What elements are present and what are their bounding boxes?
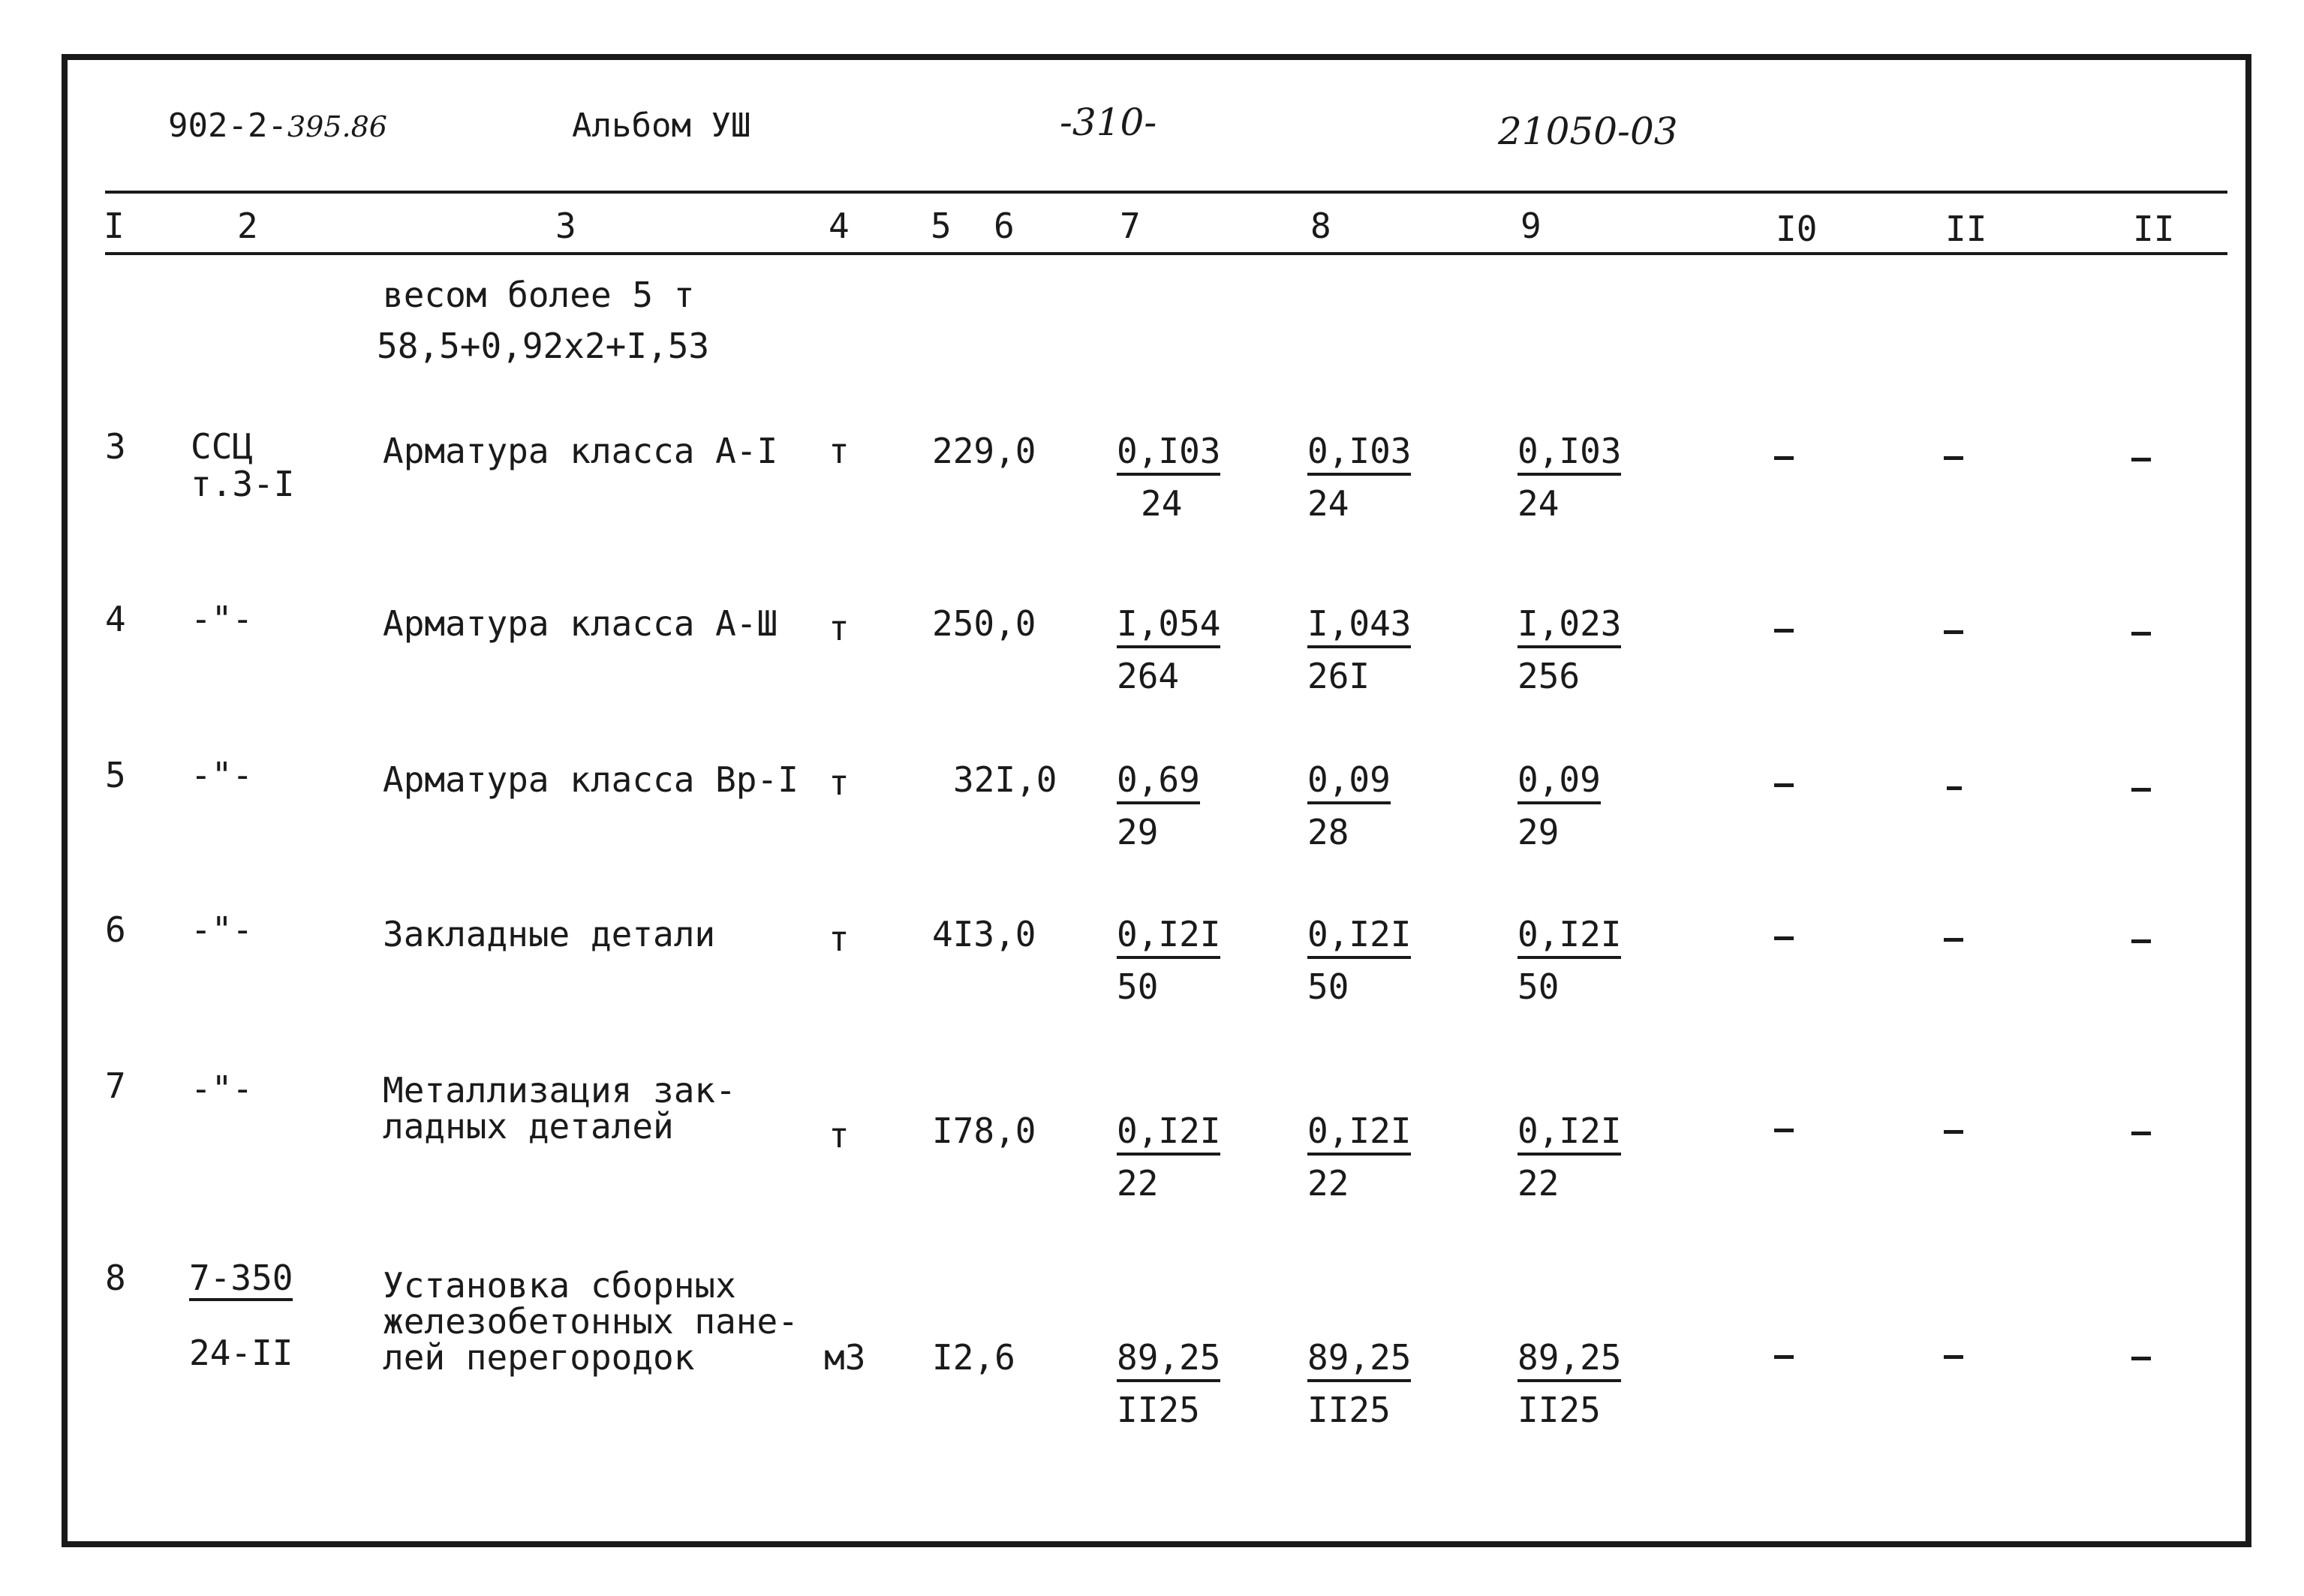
header-bottom-rule (105, 252, 2227, 255)
value-bottom: 256 (1517, 656, 1581, 696)
value-col7 (1117, 603, 1221, 696)
col-header-10: I0 (1776, 209, 1818, 249)
row-code-line1: 7-350 (189, 1261, 293, 1301)
col-header-8: 8 (1310, 206, 1331, 246)
value-col7 (1117, 759, 1200, 852)
col-header-11: II (1945, 209, 1987, 249)
value-top: 0,I2I (1307, 1114, 1411, 1156)
col-header-3: 3 (555, 206, 576, 246)
value-col9 (1517, 759, 1601, 852)
value-col8 (1307, 431, 1412, 524)
row-unit: т (829, 762, 850, 803)
row-price: 4I3,0 (932, 914, 1036, 954)
row-price: I78,0 (932, 1111, 1036, 1151)
sheet-code: 21050-03 (1498, 110, 1678, 153)
value-bottom: 264 (1117, 656, 1180, 696)
col-header-4: 4 (829, 206, 850, 246)
value-bottom: II25 (1117, 1390, 1200, 1430)
row-code-line2: 24-II (189, 1333, 293, 1373)
empty-col12 (2131, 632, 2151, 636)
value-bottom: 22 (1117, 1163, 1159, 1204)
value-bottom: II25 (1517, 1390, 1601, 1430)
value-col7 (1117, 431, 1221, 524)
value-top: I,043 (1307, 606, 1411, 648)
doc-code-handwritten: 395.86 (287, 110, 387, 143)
col-header-6: 6 (994, 206, 1015, 246)
row-name: Закладные детали (383, 914, 716, 954)
col-header-7: 7 (1120, 206, 1141, 246)
page-number: -310- (1060, 101, 1157, 144)
empty-col12 (2131, 788, 2151, 792)
doc-code (168, 107, 387, 145)
row-name-line1: Установка сборных (383, 1265, 736, 1306)
row-code-line1: -"- (191, 1069, 254, 1109)
row-number: 5 (105, 755, 126, 795)
empty-col10 (1774, 1355, 1794, 1359)
empty-col12 (2131, 1357, 2151, 1360)
value-bottom: 50 (1307, 966, 1349, 1007)
empty-col11 (1944, 456, 1963, 460)
value-bottom: 29 (1517, 812, 1560, 852)
empty-col10 (1774, 936, 1794, 940)
row-name: Арматура класса А-I (383, 431, 778, 471)
value-col8 (1307, 1111, 1412, 1204)
value-col7 (1117, 1111, 1221, 1204)
row-price: 250,0 (932, 603, 1036, 644)
value-col9 (1517, 1337, 1622, 1430)
value-top: 0,I2I (1117, 1114, 1220, 1156)
value-top: 0,I2I (1517, 917, 1621, 959)
value-bottom: 28 (1307, 812, 1349, 852)
empty-col10 (1774, 1129, 1794, 1132)
value-bottom: 29 (1117, 812, 1159, 852)
col-header-1: I (104, 206, 125, 246)
value-top: 0,09 (1307, 762, 1391, 804)
row-price: I2,6 (932, 1337, 1015, 1378)
value-col9 (1517, 603, 1622, 696)
row-name-line2: железобетонных пане- (383, 1301, 799, 1342)
col-header-9: 9 (1520, 206, 1542, 246)
value-bottom: 24 (1517, 483, 1560, 524)
value-bottom: 26I (1307, 656, 1370, 696)
value-top: 0,I03 (1117, 434, 1220, 476)
value-bottom: 50 (1117, 966, 1159, 1007)
row-name-line1: Металлизация зак- (383, 1070, 736, 1111)
value-bottom: 24 (1307, 483, 1349, 524)
doc-code-printed: 902-2- (168, 107, 287, 145)
value-bottom: II25 (1307, 1390, 1391, 1430)
row-code-line1: -"- (191, 755, 254, 795)
row-number: 8 (105, 1258, 126, 1298)
row-code-line2: т.3-I (191, 464, 295, 504)
row-number: 4 (105, 599, 126, 639)
row-number: 3 (105, 426, 126, 467)
value-col7 (1117, 914, 1221, 1007)
value-top: I,023 (1517, 606, 1621, 648)
value-bottom: 22 (1307, 1163, 1349, 1204)
empty-col10 (1774, 629, 1794, 633)
value-col8 (1307, 914, 1412, 1007)
value-top: 0,I2I (1307, 917, 1411, 959)
row-name: Арматура класса Вр-I (383, 759, 799, 800)
empty-col12 (2131, 1132, 2151, 1135)
value-top: I,054 (1117, 606, 1220, 648)
row-unit: т (829, 608, 850, 648)
row-unit: т (829, 1115, 850, 1156)
empty-col12 (2131, 458, 2151, 461)
row-code-line1: -"- (191, 909, 254, 950)
header-top-rule (105, 191, 2227, 194)
row-unit: м3 (824, 1337, 866, 1378)
row-number: 6 (105, 909, 126, 950)
value-top: 89,25 (1517, 1340, 1621, 1382)
value-col7 (1117, 1337, 1221, 1430)
value-top: 89,25 (1307, 1340, 1411, 1382)
empty-col10 (1774, 783, 1794, 787)
value-top: 0,I03 (1517, 434, 1621, 476)
empty-col11 (1944, 1130, 1963, 1134)
value-col8 (1307, 603, 1412, 696)
value-col9 (1517, 914, 1622, 1007)
value-bottom: 50 (1517, 966, 1560, 1007)
row-unit: т (829, 431, 850, 471)
intro-line-1: весом более 5 т (383, 275, 695, 315)
value-bottom: 22 (1517, 1163, 1560, 1204)
row-number: 7 (105, 1066, 126, 1106)
value-col8 (1307, 759, 1391, 852)
value-col9 (1517, 1111, 1622, 1204)
value-top: 0,I03 (1307, 434, 1411, 476)
row-name: Арматура класса А-Ш (383, 603, 778, 644)
value-top: 0,I2I (1117, 917, 1220, 959)
row-code-line1: -"- (191, 599, 254, 639)
value-top: 0,69 (1117, 762, 1200, 804)
empty-col11 (1944, 1355, 1963, 1359)
row-name-line3: лей перегородок (383, 1337, 695, 1378)
empty-col11 (1944, 630, 1963, 634)
row-code-line1: ССЦ (191, 426, 254, 467)
value-col9 (1517, 431, 1622, 524)
col-header-2: 2 (237, 206, 258, 246)
album-label: Альбом УШ (572, 107, 751, 145)
empty-col10 (1774, 456, 1794, 460)
col-header-5: 5 (931, 206, 952, 246)
value-bottom: 24 (1141, 483, 1183, 524)
row-price: 32I,0 (953, 759, 1057, 800)
empty-col12 (2131, 939, 2151, 943)
row-unit: т (829, 918, 850, 959)
intro-line-2: 58,5+0,92x2+I,53 (377, 326, 710, 366)
empty-col11 (1944, 938, 1963, 942)
row-price: 229,0 (932, 431, 1036, 471)
empty-col11 (1947, 786, 1962, 790)
col-header-12: II (2133, 209, 2175, 249)
value-top: 0,09 (1517, 762, 1601, 804)
value-col8 (1307, 1337, 1412, 1430)
row-name-line2: ладных деталей (383, 1106, 674, 1147)
value-top: 0,I2I (1517, 1114, 1621, 1156)
value-top: 89,25 (1117, 1340, 1220, 1382)
